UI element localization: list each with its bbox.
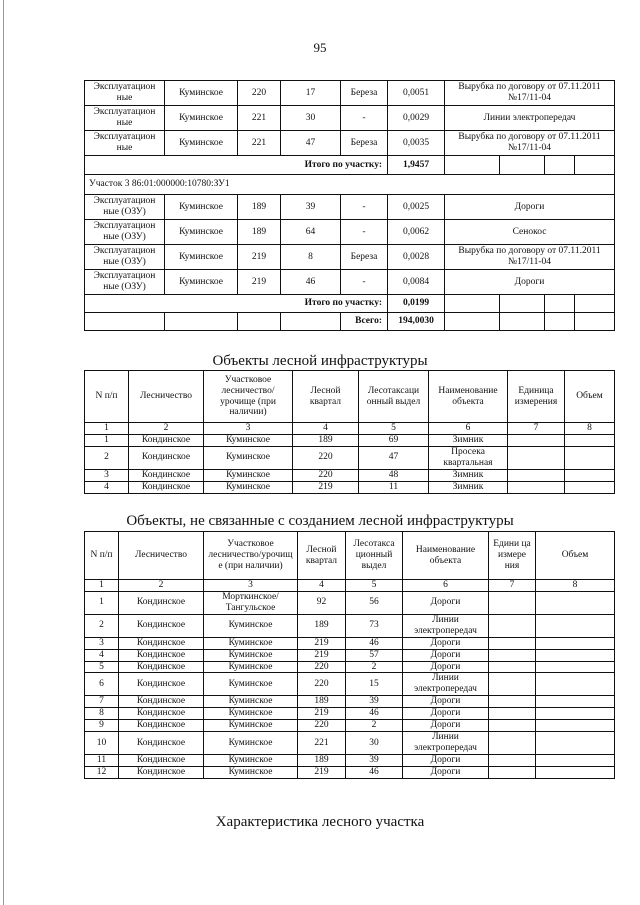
table-cell: 1	[85, 592, 119, 615]
table-cell: Просека квартальная	[429, 446, 508, 469]
table-cell: Кондинское	[119, 614, 204, 637]
non-infrastructure-title: Объекты, не связанные с созданием лесной инфраструктуры	[126, 513, 514, 529]
table-cell: 73	[346, 614, 403, 637]
table-cell: 69	[359, 435, 429, 447]
page-number: 95	[313, 40, 327, 55]
column-number: 3	[204, 423, 293, 435]
table-cell: 189	[298, 696, 346, 708]
column-number: 6	[403, 580, 489, 592]
table-cell: 1	[85, 435, 129, 447]
table-cell: Куминское	[204, 720, 298, 732]
table-cell: Кондинское	[119, 754, 204, 766]
vydel-cell: 30	[281, 106, 341, 131]
purpose-cell: Эксплуатацион ные (ОЗУ)	[85, 195, 165, 220]
table-cell: 2	[85, 446, 129, 469]
column-number: 5	[346, 580, 403, 592]
table-cell: Кондинское	[129, 446, 204, 469]
table-row	[85, 131, 615, 156]
table-cell: Куминское	[204, 696, 298, 708]
table-cell	[536, 649, 615, 661]
subtotal-label: Итого по участку:	[85, 156, 388, 175]
column-header: Лесничество	[129, 371, 204, 423]
table-row	[85, 673, 615, 696]
vydel-cell: 64	[281, 220, 341, 245]
district-cell: Куминское	[165, 106, 238, 131]
table-cell: 92	[298, 592, 346, 615]
area-cell: 0,0028	[388, 245, 445, 270]
table-cell	[565, 435, 615, 447]
table-row	[85, 481, 615, 493]
note-cell: Линии электропередач	[445, 106, 615, 131]
district-cell: Куминское	[165, 245, 238, 270]
table-cell: 12	[85, 766, 119, 778]
purpose-cell: Эксплуатацион ные (ОЗУ)	[85, 245, 165, 270]
table-cell: Куминское	[204, 614, 298, 637]
vydel-cell: 39	[281, 195, 341, 220]
table-cell	[489, 754, 536, 766]
table-cell: 2	[346, 720, 403, 732]
table-cell: 15	[346, 673, 403, 696]
column-header: Наименование объекта	[429, 371, 508, 423]
table-row	[85, 637, 615, 649]
non-infrastructure-table	[84, 531, 615, 779]
column-header: Лесной квартал	[293, 371, 359, 423]
table-cell	[536, 754, 615, 766]
note-cell: Вырубка по договору от 07.11.2011 №17/11-04	[445, 81, 615, 106]
table-cell: 47	[359, 446, 429, 469]
table-cell: Куминское	[204, 446, 293, 469]
kvartal-cell: 221	[238, 106, 281, 131]
table-cell: 39	[346, 696, 403, 708]
table-cell	[489, 720, 536, 732]
column-number: 3	[204, 580, 298, 592]
table-cell: 3	[85, 469, 129, 481]
column-header: Участковое лесничество/ урочище (при наличии)	[204, 371, 293, 423]
column-number: 1	[85, 580, 119, 592]
table-cell: Дороги	[403, 720, 489, 732]
table-cell: 9	[85, 720, 119, 732]
note-cell: Вырубка по договору от 07.11.2011 №17/11-04	[445, 245, 615, 270]
table-row	[85, 649, 615, 661]
table-row	[85, 766, 615, 778]
table-cell: 219	[293, 481, 359, 493]
column-number: 8	[565, 423, 615, 435]
table-cell: 48	[359, 469, 429, 481]
table-cell: 57	[346, 649, 403, 661]
forest-area-table	[84, 80, 615, 331]
table-cell	[565, 446, 615, 469]
table-cell: Зимник	[429, 469, 508, 481]
infrastructure-table	[84, 370, 615, 494]
table-cell: 4	[85, 481, 129, 493]
note-cell: Вырубка по договору от 07.11.2011 №17/11-04	[445, 131, 615, 156]
table-cell	[489, 766, 536, 778]
table-cell	[536, 592, 615, 615]
district-cell: Куминское	[165, 195, 238, 220]
kvartal-cell: 189	[238, 195, 281, 220]
grand-total-label: Всего:	[341, 313, 388, 331]
table-row	[85, 661, 615, 673]
table-row	[85, 270, 615, 295]
column-header: Лесной квартал	[298, 532, 346, 580]
table-cell: 189	[298, 754, 346, 766]
table-cell	[536, 673, 615, 696]
table-cell	[508, 446, 565, 469]
column-header: N п/п	[85, 371, 129, 423]
column-header: N п/п	[85, 532, 119, 580]
subtotal-value: 0,0199	[388, 295, 445, 313]
table-cell	[508, 435, 565, 447]
table-cell	[508, 469, 565, 481]
table-cell	[536, 661, 615, 673]
table-cell: 4	[85, 649, 119, 661]
table-cell: Кондинское	[129, 481, 204, 493]
infrastructure-title: Объекты лесной инфраструктуры	[212, 353, 428, 369]
grand-total-value: 194,0030	[388, 313, 445, 331]
column-number: 6	[429, 423, 508, 435]
table-cell: Дороги	[403, 766, 489, 778]
species-cell: -	[341, 270, 388, 295]
table-cell	[489, 661, 536, 673]
district-cell: Куминское	[165, 81, 238, 106]
table-cell	[536, 614, 615, 637]
table-cell: Дороги	[403, 696, 489, 708]
vydel-cell: 8	[281, 245, 341, 270]
table-cell	[489, 673, 536, 696]
table-cell: 5	[85, 661, 119, 673]
section-row	[85, 175, 615, 195]
column-header: Наименование объекта	[403, 532, 489, 580]
table-cell: 46	[346, 637, 403, 649]
area-cell: 0,0051	[388, 81, 445, 106]
table-row	[85, 81, 615, 106]
table-row	[85, 106, 615, 131]
area-cell: 0,0062	[388, 220, 445, 245]
note-cell: Дороги	[445, 195, 615, 220]
table-cell	[536, 696, 615, 708]
table-cell: Куминское	[204, 661, 298, 673]
section-label: Участок 3 86:01:000000:10780:ЗУ1	[85, 175, 615, 195]
species-cell: -	[341, 106, 388, 131]
table-cell: Кондинское	[129, 469, 204, 481]
purpose-cell: Эксплуатацион ные	[85, 81, 165, 106]
table-cell: Дороги	[403, 708, 489, 720]
table-cell: Кондинское	[119, 720, 204, 732]
subtotal-label: Итого по участку:	[85, 295, 388, 313]
column-number: 5	[359, 423, 429, 435]
district-cell: Куминское	[165, 220, 238, 245]
table-row	[85, 245, 615, 270]
kvartal-cell: 220	[238, 81, 281, 106]
table-cell	[536, 766, 615, 778]
table-cell: Кондинское	[119, 661, 204, 673]
table-cell	[489, 637, 536, 649]
table-cell: Куминское	[204, 708, 298, 720]
purpose-cell: Эксплуатацион ные (ОЗУ)	[85, 220, 165, 245]
kvartal-cell: 221	[238, 131, 281, 156]
table-cell: Морткинское/ Тангульское	[204, 592, 298, 615]
table-cell	[489, 696, 536, 708]
table-row	[85, 592, 615, 615]
table-cell: Кондинское	[119, 766, 204, 778]
table-cell: Куминское	[204, 469, 293, 481]
note-cell: Сенокос	[445, 220, 615, 245]
subtotal-row	[85, 156, 615, 175]
table-cell: Линии электропередач	[403, 673, 489, 696]
district-cell: Куминское	[165, 131, 238, 156]
table-cell: Кондинское	[119, 592, 204, 615]
table-cell: 30	[346, 732, 403, 755]
table-cell	[536, 732, 615, 755]
area-cell: 0,0084	[388, 270, 445, 295]
column-number: 2	[119, 580, 204, 592]
species-cell: -	[341, 195, 388, 220]
table-cell: Куминское	[204, 754, 298, 766]
table-cell	[536, 708, 615, 720]
table-cell: Куминское	[204, 481, 293, 493]
column-number: 1	[85, 423, 129, 435]
kvartal-cell: 189	[238, 220, 281, 245]
purpose-cell: Эксплуатацион ные (ОЗУ)	[85, 270, 165, 295]
table-cell	[489, 708, 536, 720]
species-cell: Береза	[341, 245, 388, 270]
table-cell: Кондинское	[119, 673, 204, 696]
table-cell: 220	[298, 661, 346, 673]
table-cell: Зимник	[429, 435, 508, 447]
column-number: 7	[508, 423, 565, 435]
note-cell: Дороги	[445, 270, 615, 295]
vydel-cell: 47	[281, 131, 341, 156]
table-cell: Дороги	[403, 649, 489, 661]
table-row	[85, 220, 615, 245]
table-cell: Линии электропередач	[403, 732, 489, 755]
kvartal-cell: 219	[238, 245, 281, 270]
table-cell: Дороги	[403, 754, 489, 766]
table-row	[85, 696, 615, 708]
species-cell: Береза	[341, 131, 388, 156]
area-cell: 0,0029	[388, 106, 445, 131]
column-header: Участковое лесничество/урочищ е (при наличии)	[204, 532, 298, 580]
table-cell: Куминское	[204, 732, 298, 755]
column-header: Едини ца измере ния	[489, 532, 536, 580]
table-cell	[489, 614, 536, 637]
kvartal-cell: 219	[238, 270, 281, 295]
page-edge-line	[3, 0, 4, 905]
table-cell: Линии электропередач	[403, 614, 489, 637]
table-cell	[489, 592, 536, 615]
subtotal-value: 1,9457	[388, 156, 445, 175]
table-cell: Кондинское	[129, 435, 204, 447]
table-cell: 46	[346, 766, 403, 778]
table-cell: 11	[85, 754, 119, 766]
table-cell: 2	[346, 661, 403, 673]
vydel-cell: 46	[281, 270, 341, 295]
table-cell: 219	[298, 637, 346, 649]
table-cell	[536, 720, 615, 732]
table-cell: 10	[85, 732, 119, 755]
purpose-cell: Эксплуатацион ные	[85, 106, 165, 131]
table-cell: 11	[359, 481, 429, 493]
area-cell: 0,0025	[388, 195, 445, 220]
table-cell: 220	[298, 673, 346, 696]
vydel-cell: 17	[281, 81, 341, 106]
table-cell: 220	[298, 720, 346, 732]
column-header: Единица измерения	[508, 371, 565, 423]
table-cell	[536, 637, 615, 649]
column-header: Лесотаксаци онный выдел	[359, 371, 429, 423]
table-row	[85, 195, 615, 220]
table-cell: Дороги	[403, 661, 489, 673]
column-number: 7	[489, 580, 536, 592]
table-cell: Куминское	[204, 766, 298, 778]
table-row	[85, 469, 615, 481]
grand-total-row	[85, 313, 615, 331]
purpose-cell: Эксплуатацион ные	[85, 131, 165, 156]
table-cell	[565, 481, 615, 493]
table-row	[85, 435, 615, 447]
table-cell: Куминское	[204, 649, 298, 661]
table-cell: Дороги	[403, 592, 489, 615]
table-cell: 189	[298, 614, 346, 637]
table-row	[85, 720, 615, 732]
table-cell: Кондинское	[119, 649, 204, 661]
table-cell: 6	[85, 673, 119, 696]
table-row	[85, 754, 615, 766]
table-cell: 221	[298, 732, 346, 755]
column-number: 2	[129, 423, 204, 435]
column-header: Лесничество	[119, 532, 204, 580]
table-cell: 189	[293, 435, 359, 447]
table-cell: Дороги	[403, 637, 489, 649]
area-cell: 0,0035	[388, 131, 445, 156]
subtotal-row	[85, 295, 615, 313]
column-header: Объем	[565, 371, 615, 423]
column-header: Лесотакса ционный выдел	[346, 532, 403, 580]
table-cell	[489, 649, 536, 661]
table-cell: 56	[346, 592, 403, 615]
table-cell: Куминское	[204, 435, 293, 447]
table-row	[85, 614, 615, 637]
table-cell: 220	[293, 446, 359, 469]
column-number: 4	[298, 580, 346, 592]
table-row	[85, 446, 615, 469]
table-cell: Куминское	[204, 673, 298, 696]
table-cell: 220	[293, 469, 359, 481]
column-header: Объем	[536, 532, 615, 580]
table-cell	[489, 732, 536, 755]
table-cell: 219	[298, 708, 346, 720]
table-cell: Кондинское	[119, 708, 204, 720]
table-row	[85, 708, 615, 720]
species-cell: -	[341, 220, 388, 245]
table-cell: Кондинское	[119, 637, 204, 649]
column-number: 4	[293, 423, 359, 435]
table-cell: 2	[85, 614, 119, 637]
table-row	[85, 732, 615, 755]
column-number: 8	[536, 580, 615, 592]
table-cell: Кондинское	[119, 696, 204, 708]
table-cell: 8	[85, 708, 119, 720]
table-cell: 219	[298, 766, 346, 778]
table-cell: 219	[298, 649, 346, 661]
table-cell: 3	[85, 637, 119, 649]
table-cell: Зимник	[429, 481, 508, 493]
table-cell: Кондинское	[119, 732, 204, 755]
table-cell: 46	[346, 708, 403, 720]
table-cell: 7	[85, 696, 119, 708]
footer-title: Характеристика лесного участка	[215, 814, 425, 830]
table-cell	[565, 469, 615, 481]
table-cell: 39	[346, 754, 403, 766]
table-cell: Куминское	[204, 637, 298, 649]
district-cell: Куминское	[165, 270, 238, 295]
species-cell: Береза	[341, 81, 388, 106]
table-cell	[508, 481, 565, 493]
